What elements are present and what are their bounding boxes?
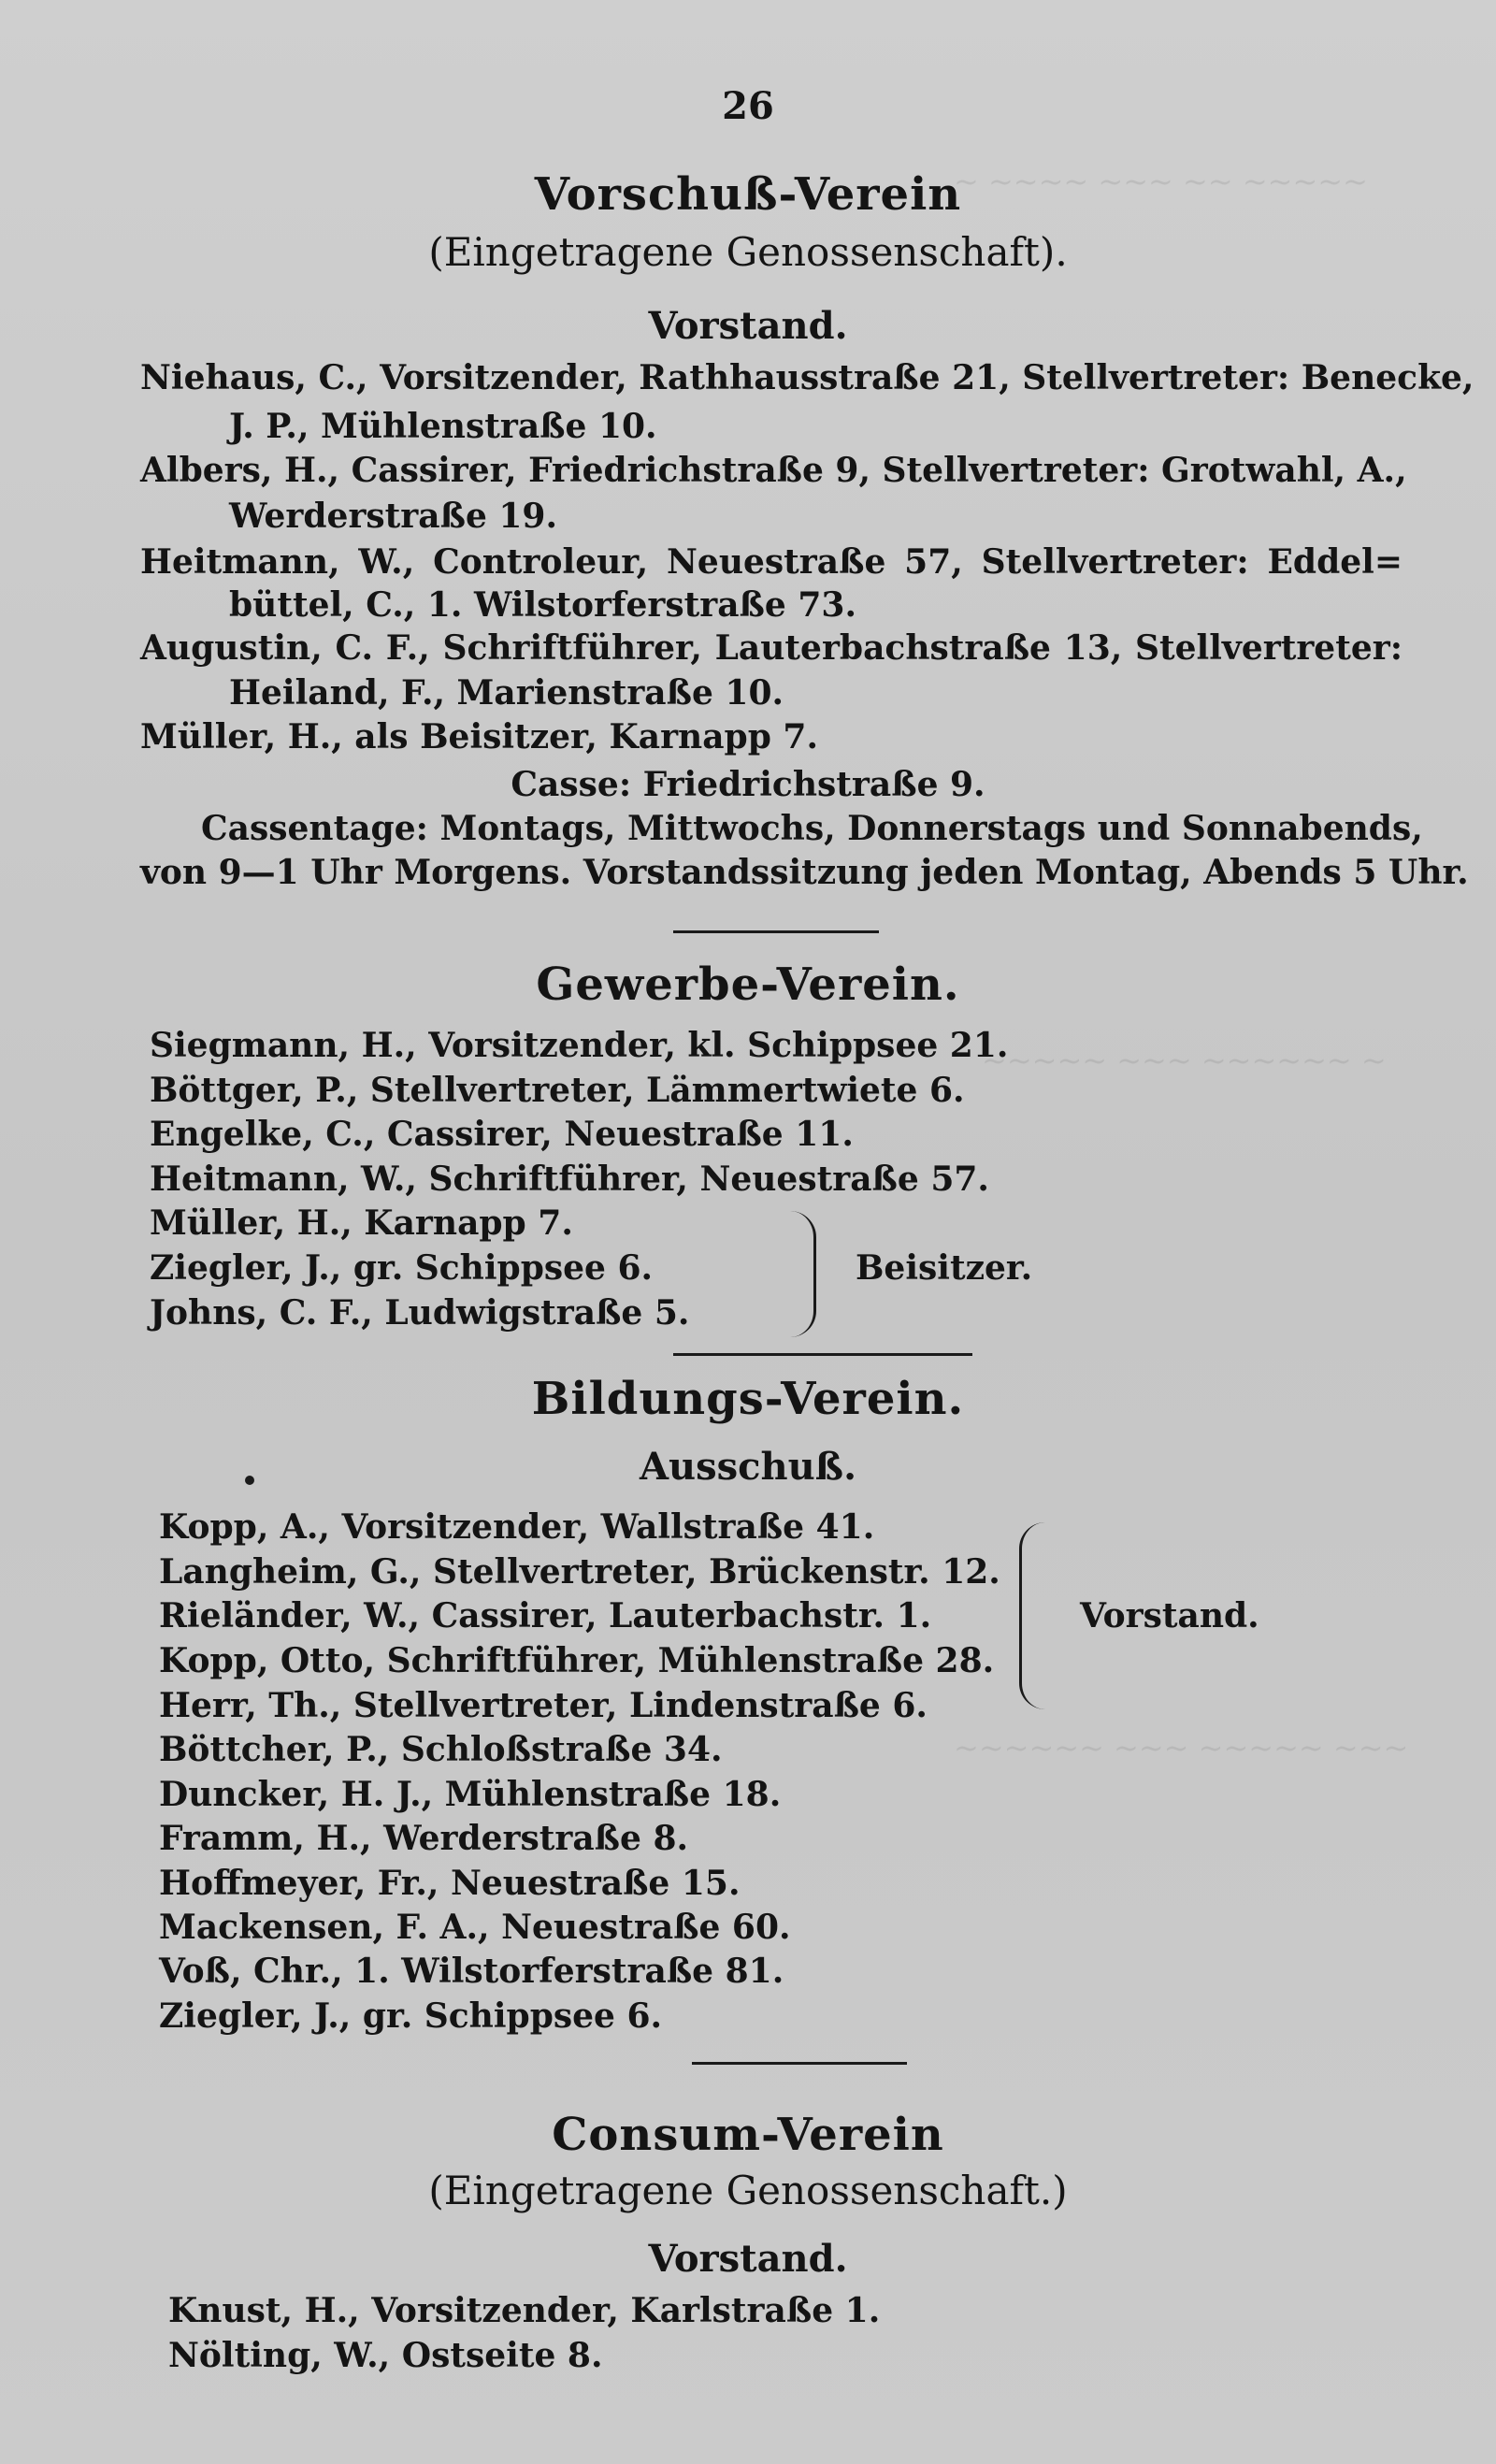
entry-line: Heitmann, W., Schriftführer, Neuestraße 57. bbox=[150, 1160, 989, 1199]
entry-line: Heitmann, W., Controleur, Neuestraße 57, Stellvertreter: Eddel= bbox=[140, 542, 1402, 582]
entry-line: Ziegler, J., gr. Schippsee 6. bbox=[150, 1248, 654, 1288]
section-title-vorschuss: Vorschuß-Verein bbox=[534, 168, 962, 221]
entry-line: Müller, H., als Beisitzer, Karnapp 7. bbox=[140, 717, 818, 756]
brace bbox=[790, 1211, 816, 1337]
section-subtitle-consum: (Eingetragene Genossenschaft.) bbox=[428, 2168, 1068, 2213]
brace-label-beisitzer: Beisitzer. bbox=[856, 1248, 1033, 1288]
casse-line: Casse: Friedrichstraße 9. bbox=[511, 765, 985, 804]
entry-line: Duncker, H. J., Mühlenstraße 18. bbox=[159, 1775, 782, 1814]
section-title-bildung: Bildungs-Verein. bbox=[531, 1373, 965, 1425]
divider bbox=[673, 1353, 972, 1356]
entry-line: Langheim, G., Stellvertreter, Brückenstr. 12. bbox=[159, 1552, 1000, 1592]
show-through-text: ~ ~~~~ ~~~ ~~ ~~~~~ bbox=[954, 164, 1368, 199]
entry-line: Ziegler, J., gr. Schippsee 6. bbox=[159, 1996, 663, 2036]
entry-line: Herr, Th., Stellvertreter, Lindenstraße 6. bbox=[159, 1686, 928, 1725]
hours-line: von 9—1 Uhr Morgens. Vorstandssitzung jeden Montag, Abends 5 Uhr. bbox=[140, 853, 1469, 892]
ink-dot bbox=[245, 1476, 254, 1485]
entry-line: Heiland, F., Marienstraße 10. bbox=[229, 673, 784, 713]
divider bbox=[692, 2062, 907, 2065]
entry-line: Werderstraße 19. bbox=[229, 497, 558, 536]
section-title-consum: Consum-Verein bbox=[552, 2109, 944, 2161]
entry-line: J. P., Mühlenstraße 10. bbox=[229, 407, 657, 446]
entry-line: Knust, H., Vorsitzender, Karlstraße 1. bbox=[168, 2291, 881, 2330]
entry-line: Voß, Chr., 1. Wilstorferstraße 81. bbox=[159, 1952, 784, 1991]
heading-vorstand: Vorstand. bbox=[648, 304, 848, 348]
entry-line: Johns, C. F., Ludwigstraße 5. bbox=[150, 1293, 690, 1333]
brace bbox=[1019, 1522, 1045, 1709]
entry-line: Framm, H., Werderstraße 8. bbox=[159, 1819, 689, 1858]
entry-line: Nölting, W., Ostseite 8. bbox=[168, 2336, 603, 2375]
section-title-gewerbe: Gewerbe-Verein. bbox=[536, 958, 960, 1011]
entry-line: Böttcher, P., Schloßstraße 34. bbox=[159, 1730, 723, 1769]
entry-line: Kopp, A., Vorsitzender, Wallstraße 41. bbox=[159, 1507, 875, 1547]
page-number: 26 bbox=[722, 84, 774, 128]
entry-line: Mackensen, F. A., Neuestraße 60. bbox=[159, 1908, 791, 1947]
entry-line: Kopp, Otto, Schriftführer, Mühlenstraße 28. bbox=[159, 1641, 995, 1680]
entry-line: Engelke, C., Cassirer, Neuestraße 11. bbox=[150, 1115, 854, 1154]
entry-line: Böttger, P., Stellvertreter, Lämmertwiete 6. bbox=[150, 1071, 965, 1110]
entry-line: Niehaus, C., Vorsitzender, Rathhausstraße 21, Stellvertreter: Benecke, bbox=[140, 358, 1474, 397]
show-through-text: ~~~~~ ~~~ ~~~~~~ ~ bbox=[982, 1043, 1387, 1078]
brace-label-vorstand: Vorstand. bbox=[1080, 1596, 1259, 1635]
heading-ausschuss: Ausschuß. bbox=[640, 1445, 856, 1489]
entry-line: Albers, H., Cassirer, Friedrichstraße 9, Stellvertreter: Grotwahl, A., bbox=[140, 451, 1407, 490]
entry-line: büttel, C., 1. Wilstorferstraße 73. bbox=[229, 585, 856, 625]
hours-line: Cassentage: Montags, Mittwochs, Donnerstags und Sonnabends, bbox=[201, 809, 1423, 848]
section-subtitle-vorschuss: (Eingetragene Genossenschaft). bbox=[428, 229, 1068, 275]
entry-line: Hoffmeyer, Fr., Neuestraße 15. bbox=[159, 1864, 741, 1903]
entry-line: Augustin, C. F., Schriftführer, Lauterbachstraße 13, Stellvertreter: bbox=[140, 628, 1402, 668]
entry-line: Müller, H., Karnapp 7. bbox=[150, 1203, 573, 1243]
divider bbox=[673, 930, 879, 933]
show-through-text: ~~~~~~ ~~~ ~~~~~ ~~~ bbox=[954, 1730, 1409, 1765]
entry-line: Rieländer, W., Cassirer, Lauterbachstr. 1. bbox=[159, 1596, 932, 1635]
entry-line: Siegmann, H., Vorsitzender, kl. Schippsee 21. bbox=[150, 1026, 1009, 1065]
heading-vorstand: Vorstand. bbox=[648, 2237, 848, 2281]
